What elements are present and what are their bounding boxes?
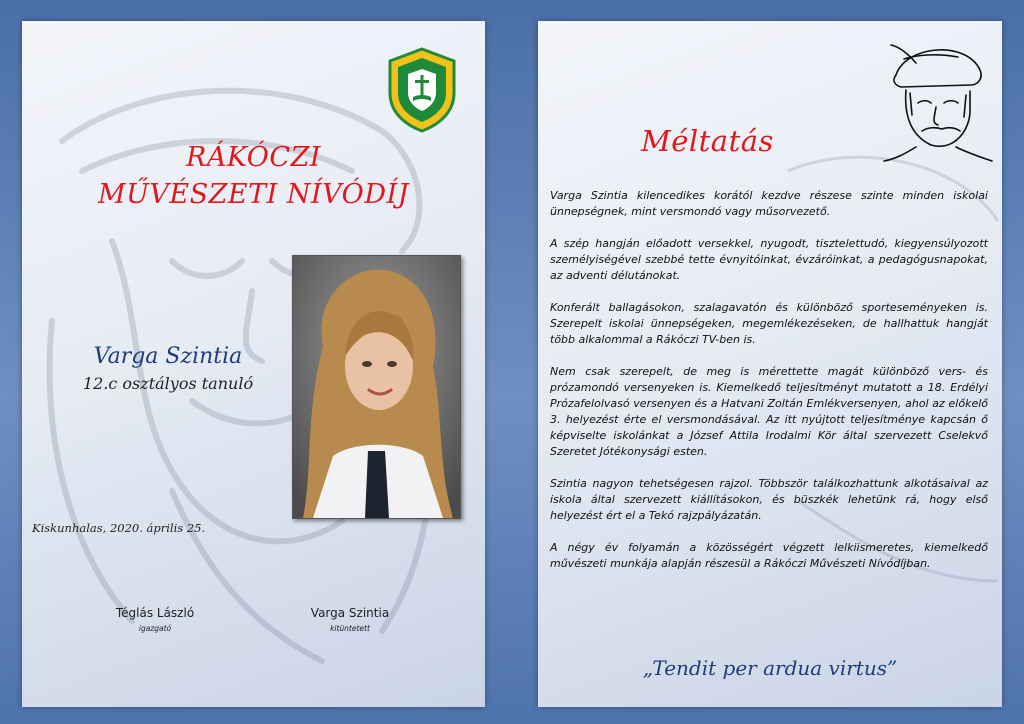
appraisal-body — [550, 188, 988, 588]
appraisal-paragraph: A szép hangján előadott versekkel, nyugodt, tisztelettudó, kiegyensúlyozott személyiségével szebbé tette évnyitóinkat, évzáróinkat, a pedagógusnapokat, az adventi délutánokat. — [550, 237, 988, 282]
signature-principal — [85, 606, 225, 633]
award-title-line1: RÁKÓCZI — [186, 142, 321, 173]
right-page — [538, 21, 1002, 707]
signature-principal-role: igazgató — [138, 624, 172, 633]
signature-principal-name: Téglás László — [115, 606, 195, 620]
appraisal-title: Méltatás — [641, 124, 774, 158]
student-name: Varga Szintia — [93, 344, 243, 369]
appraisal-paragraph: A négy év folyamán a közösségért végzett lelkiismeretes, kiemelkedő művészeti munkája alapján részesül a Rákóczi Művészeti Nívódíjban. — [550, 541, 988, 570]
student-photo — [292, 255, 461, 519]
award-title-line2: MŰVÉSZETI NÍVÓDÍJ — [98, 179, 409, 210]
appraisal-paragraph: Szintia nagyon tehetségesen rajzol. Többször találkozhattunk alkotásaival az iskola által szervezett kiállításokon, és büszkék lehetünk rá, hogy első helyezést ért el a Tekó rajzpályázatán. — [550, 477, 988, 522]
rakoczi-portrait-sketch — [876, 35, 994, 163]
award-title — [22, 139, 485, 213]
signature-awardee-name: Varga Szintia — [310, 606, 390, 620]
signature-awardee-role: kitüntetett — [330, 624, 370, 633]
place-date: Kiskunhalas, 2020. április 25. — [32, 521, 206, 535]
appraisal-paragraph: Varga Szintia kilencedikes korától kezdve részese szinte minden iskolai ünnepségnek, mint versmondó vagy műsorvezető. — [550, 189, 988, 218]
motto: „Tendit per ardua virtus” — [642, 656, 898, 680]
appraisal-paragraph: Konferált ballagásokon, szalagavatón és különböző sporteseményeken is. Szerepelt iskolai ünnepségeken, megemlékezéseken, de hallhattuk hangját több alkalommal a Rákóczi TV-ben is. — [550, 301, 988, 346]
left-page — [22, 21, 485, 707]
school-logo — [386, 47, 458, 133]
signature-awardee — [280, 606, 420, 633]
appraisal-paragraph: Nem csak szerepelt, de meg is mérettette magát különböző vers- és prózamondó versenyeken is. Kiemelkedő teljesítményt mutatott a 18. Erdélyi Prózafelolvasó versenyen és a Hatvani Zoltán Emlékversenyen, ahol az előkelő 3. helyezést érte el versmondásával. Az itt nyújtott teljesítménye kapcsán ő képviselte iskolánkat a József Attila Irodalmi Kör által szervezett Cselekvő Szeretet Jótékonysági esten. — [550, 365, 988, 458]
student-class: 12.c osztályos tanuló — [82, 374, 254, 393]
